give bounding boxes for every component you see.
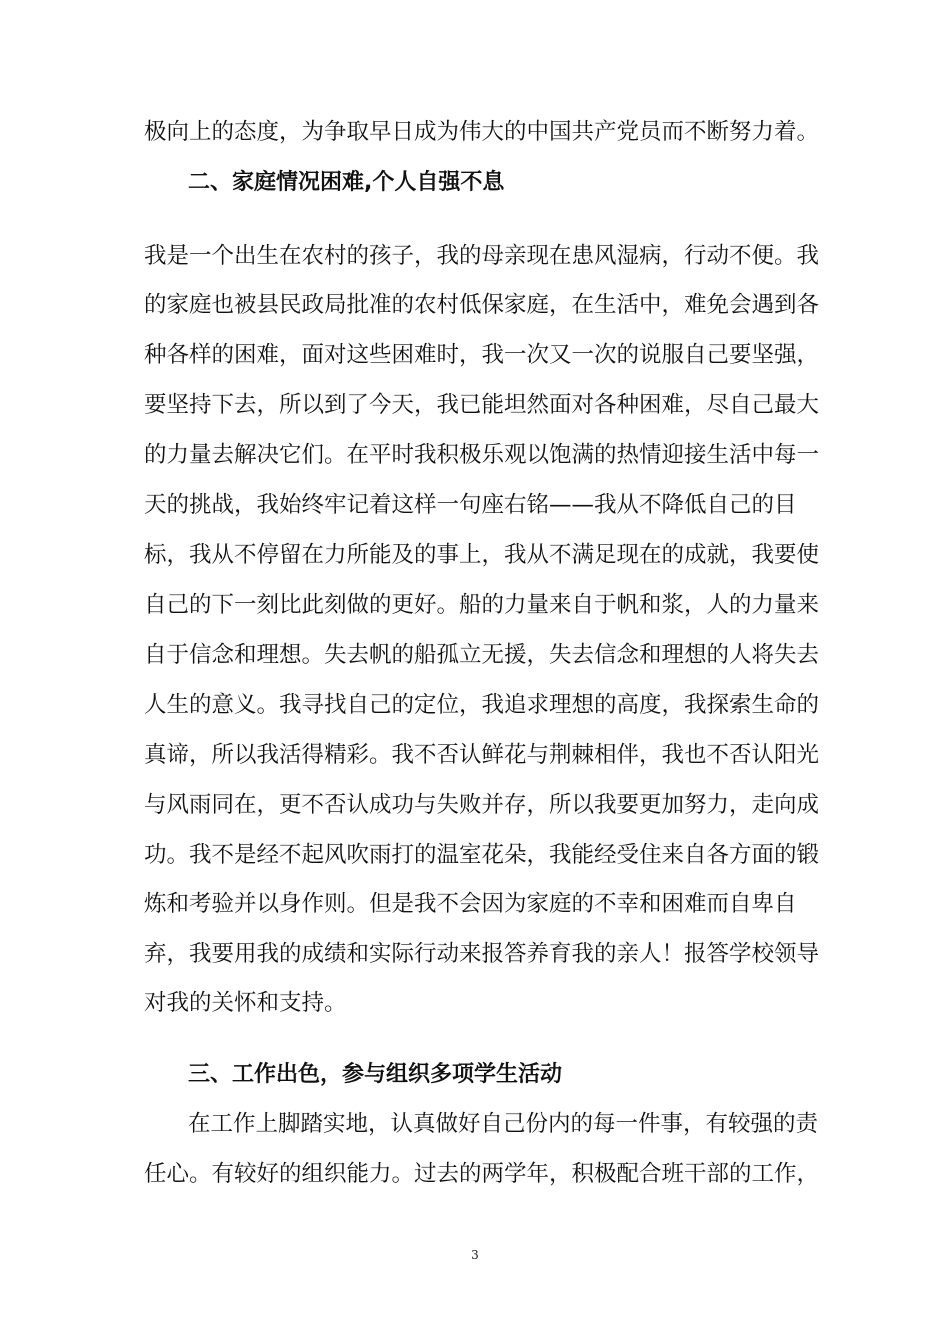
- text-line: 种各样的困难，面对这些困难时，我一次又一次的说服自己要坚强，: [144, 342, 820, 368]
- text-line: 自于信念和理想。失去帆的船孤立无援，失去信念和理想的人将失去: [144, 642, 820, 668]
- text-line: 天的挑战，我始终牢记着这样一句座右铭——我从不降低自己的目: [144, 492, 797, 518]
- text-line: 标，我从不停留在力所能及的事上，我从不满足现在的成就，我要使: [144, 542, 820, 568]
- text-line: 功。我不是经不起风吹雨打的温室花朵，我能经受住来自各方面的锻: [144, 842, 820, 868]
- text-line: 自己的下一刻比此刻做的更好。船的力量来自于帆和浆，人的力量来: [144, 592, 820, 618]
- text-line: 我是一个出生在农村的孩子，我的母亲现在患风湿病，行动不便。我: [144, 243, 820, 269]
- text-line: 人生的意义。我寻找自己的定位，我追求理想的高度，我探索生命的: [144, 692, 820, 718]
- text-line: 炼和考验并以身作则。但是我不会因为家庭的不幸和困难而自卑自: [144, 891, 797, 917]
- page-number: 3: [471, 1248, 479, 1262]
- section-heading-2: 二、家庭情况困难,个人自强不息: [188, 170, 505, 195]
- text-line: 在工作上脚踏实地，认真做好自己份内的每一件事，有较强的责: [188, 1111, 819, 1137]
- text-line: 与风雨同在，更不否认成功与失败并存，所以我要更加努力，走向成: [144, 792, 820, 818]
- text-line: 任心。有较好的组织能力。过去的两学年，积极配合班干部的工作，: [144, 1161, 820, 1187]
- text-line: 的家庭也被县民政局批准的农村低保家庭，在生活中，难免会遇到各: [144, 292, 820, 318]
- section-heading-3: 三、工作出色，参与组织多项学生活动: [188, 1062, 563, 1087]
- text-line: 弃，我要用我的成绩和实际行动来报答养育我的亲人！报答学校领导: [144, 941, 820, 967]
- text-line: 真谛，所以我活得精彩。我不否认鲜花与荆棘相伴，我也不否认阳光: [144, 742, 820, 768]
- text-line: 极向上的态度，为争取早日成为伟大的中国共产党员而不断努力着。: [144, 119, 820, 145]
- text-line: 的力量去解决它们。在平时我积极乐观以饱满的热情迎接生活中每一: [144, 442, 820, 468]
- text-line: 对我的关怀和支持。: [144, 990, 347, 1016]
- text-line: 要坚持下去，所以到了今天，我已能坦然面对各种困难，尽自己最大: [144, 392, 820, 418]
